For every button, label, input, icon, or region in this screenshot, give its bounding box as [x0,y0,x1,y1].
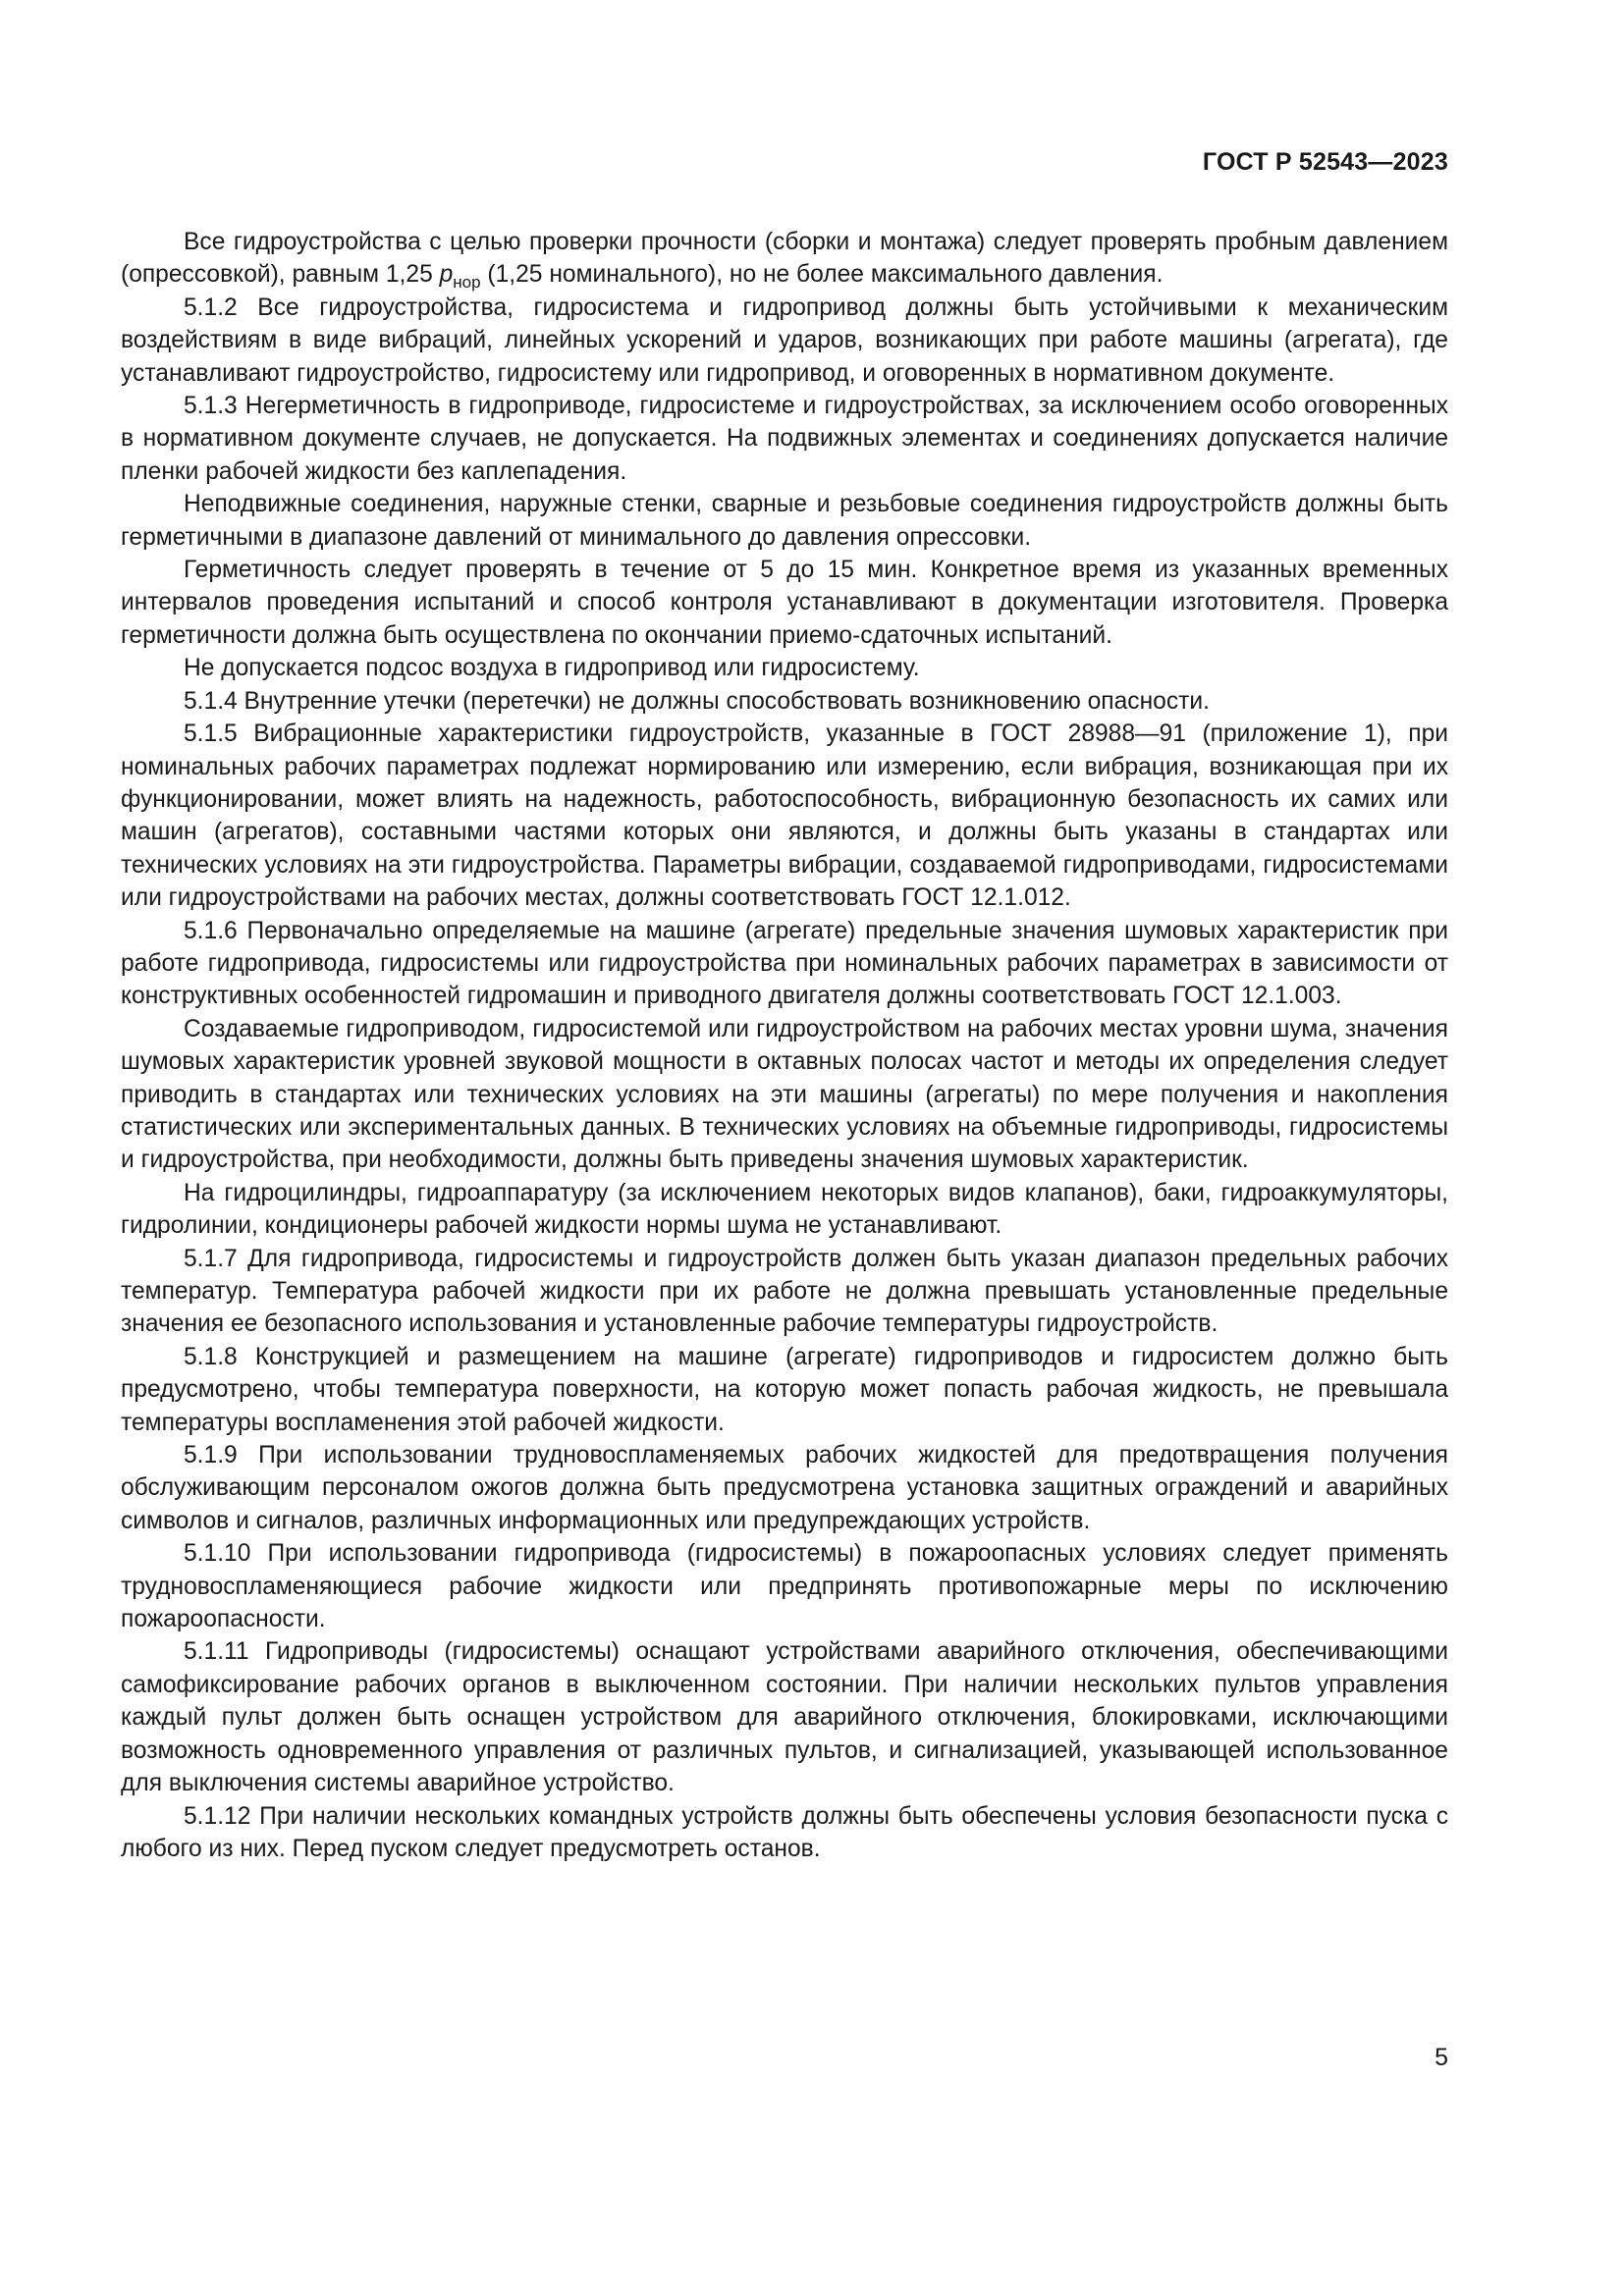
pressure-subscript: нор [453,273,481,293]
paragraph-tightness-check: Герметичность следует проверять в течение от 5 до 15 мин. Конкретное время из указанных временных интервалов проведения испытаний и способ контроля устанавливают в документации изготовителя. Проверка герметичности должна быть осуществлена по окончании приемо-сдаточных испытаний. [121,557,1448,649]
paragraph-5-1-3: 5.1.3 Негерметичность в гидроприводе, гидросистеме и гидроустройствах, за исключением особо оговоренных в нормативном документе случаев, не допускается. На подвижных элементах и соединениях допускается наличие пленки рабочей жидкости без каплепадения. [121,393,1448,485]
page-number: 5 [1435,2044,1448,2071]
paragraph-text: Все гидроустройства с целью проверки прочности (сборки и монтажа) следует проверять пробным давлением (опрессовкой), равным 1,25 [121,229,1448,289]
paragraph-5-1-9: 5.1.9 При использовании трудновоспламеняемых рабочих жидкостей для предотвращения получения обслуживающим персоналом ожогов должна быть предусмотрена установка защитных ограждений и аварийных символов и сигналов, различных информационных или предупреждающих устройств. [121,1442,1448,1534]
paragraph-5-1-8: 5.1.8 Конструкцией и размещением на машине (агрегате) гидроприводов и гидросистем должно быть предусмотрено, чтобы температура поверхности, на которую может попасть рабочая жидкость, не превышала температуры воспламенения этой рабочей жидкости. [121,1343,1448,1436]
paragraph-text: (1,25 номинального), но не более максимального давления. [480,261,1164,289]
document-code-header: ГОСТ Р 52543—2023 [1202,148,1448,176]
paragraph-5-1-11: 5.1.11 Гидроприводы (гидросистемы) оснащают устройствами аварийного отключения, обеспечивающими самофиксирование рабочих органов в выключенном состоянии. При наличии нескольких пультов управления каждый пульт должен быть оснащен устройством для аварийного отключения, блокировками, исключающими возможность одновременного управления от различных пультов, и сигнализацией, указывающей использованное для выключения системы аварийное устройство. [121,1638,1448,1797]
paragraph-noise-levels: Создаваемые гидроприводом, гидросистемой или гидроустройством на рабочих местах уровни шума, значения шумовых характеристик уровней звуковой мощности в октавных полосах частот и методы их определения следует приводить в стандартах или технических условиях на эти машины (агрегаты) по мере получения и накопления статистических или экспериментальных данных. В технических условиях на объемные гидроприводы, гидросистемы и гидроустройства, при необходимости, должны быть приведены значения шумовых характеристик. [121,1015,1448,1174]
paragraph-5-1-6: 5.1.6 Первоначально определяемые на машине (агрегате) предельные значения шумовых характеристик при работе гидропривода, гидросистемы или гидроустройства при номинальных рабочих параметрах в зависимости от конструктивных особенностей гидромашин и приводного двигателя должны соответствовать ГОСТ 12.1.003. [121,917,1448,1010]
paragraph-pressure-test [121,226,1448,292]
paragraph-noise-exceptions: На гидроцилиндры, гидроаппаратуру (за исключением некоторых видов клапанов), баки, гидроаккумуляторы, гидролинии, кондиционеры рабочей жидкости нормы шума не устанавливают. [121,1179,1448,1240]
paragraph-5-1-4: 5.1.4 Внутренние утечки (перетечки) не должны способствовать возникновению опасности. [184,687,1210,715]
pressure-symbol: p [439,261,454,289]
paragraph-5-1-10: 5.1.10 При использовании гидропривода (гидросистемы) в пожароопасных условиях следует применять трудновоспламеняющиеся рабочие жидкости или предпринять противопожарные меры по исключению пожароопасности. [121,1540,1448,1633]
paragraph-5-1-5: 5.1.5 Вибрационные характеристики гидроустройств, указанные в ГОСТ 28988—91 (приложение 1), при номинальных рабочих параметрах подлежат нормированию или измерению, если вибрация, возникающая при их функционировании, может влиять на надежность, работоспособность, вибрационную безопасность их самих или машин (агрегатов), составными частями которых они являются, и должны быть указаны в стандартах или технических условиях на эти гидроустройства. Параметры вибрации, создаваемой гидроприводами, гидросистемами или гидроустройствами на рабочих местах, должны соответствовать ГОСТ 12.1.012. [121,721,1448,912]
paragraph-fixed-joints: Неподвижные соединения, наружные стенки, сварные и резьбовые соединения гидроустройств должны быть герметичными в диапазоне давлений от минимального до давления опрессовки. [121,491,1448,551]
paragraph-air-intake: Не допускается подсос воздуха в гидропривод или гидросистему. [184,655,920,682]
body-text [121,226,1448,1865]
paragraph-5-1-12: 5.1.12 При наличии нескольких командных устройств должны быть обеспечены условия безопасности пуска с любого из них. Перед пуском следует предусмотреть останов. [121,1802,1448,1862]
paragraph-5-1-2: 5.1.2 Все гидроустройства, гидросистема и гидропривод должны быть устойчивыми к механическим воздействиям в виде вибраций, линейных ускорений и ударов, возникающих при работе машины (агрегата), где устанавливают гидроустройство, гидросистему или гидропривод, и оговоренных в нормативном документе. [121,294,1448,387]
paragraph-5-1-7: 5.1.7 Для гидропривода, гидросистемы и гидроустройств должен быть указан диапазон предельных рабочих температур. Температура рабочей жидкости при их работе не должна превышать установленные предельные значения ее безопасного использования и установленные рабочие температуры гидроустройств. [121,1245,1448,1338]
